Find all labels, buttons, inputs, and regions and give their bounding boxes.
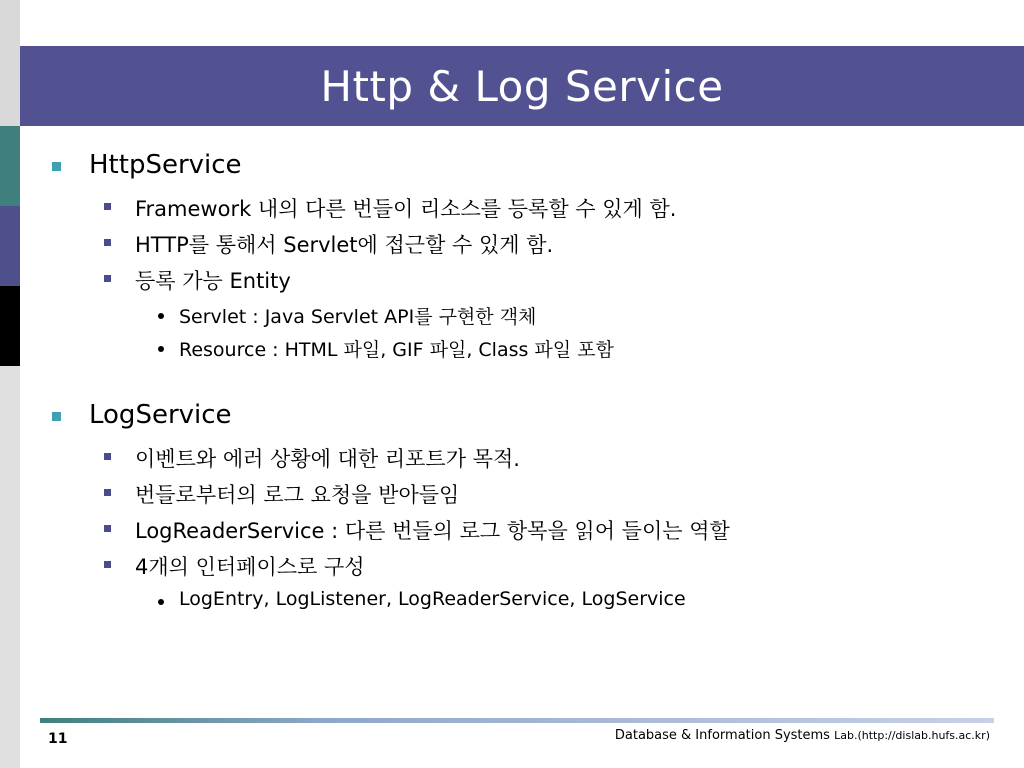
list-item: 4개의 인터페이스로 구성 [135,555,365,579]
sub-list-item: Servlet : Java Servlet API를 구현한 객체 [179,306,537,328]
bullet-square-icon [104,525,111,532]
bullet-square-icon [104,275,111,282]
list-item: 등록 가능 Entity [135,269,291,293]
bullet-square-icon [104,239,111,246]
bullet-square-icon [52,412,61,421]
list-item: Framework 내의 다른 번들이 리소스를 등록할 수 있게 함. [135,197,677,221]
bullet-square-icon [104,489,111,496]
sub-list-item: Resource : HTML 파일, GIF 파일, Class 파일 포함 [179,339,614,361]
footer-lab-url: Lab.(http://dislab.hufs.ac.kr) [834,729,990,742]
bullet-square-icon [52,162,61,171]
footer-lab [615,728,990,743]
bullet-dot-icon [158,313,164,319]
slide-title: Http & Log Service [320,61,724,111]
section-heading: LogService [89,400,232,430]
bullet-square-icon [104,561,111,568]
footer-divider [40,718,994,723]
list-item: HTTP를 통해서 Servlet에 접근할 수 있게 함. [135,233,554,257]
bullet-square-icon [104,203,111,210]
page-number: 11 [48,731,68,747]
section-heading: HttpService [89,150,242,180]
list-item: LogReaderService : 다른 번들의 로그 항목을 읽어 들이는 역할 [135,519,730,543]
bullet-dot-icon [158,346,164,352]
bullet-square-icon [104,453,111,460]
list-item: 이벤트와 에러 상황에 대한 리포트가 목적. [135,447,520,471]
sub-list-item: LogEntry, LogListener, LogReaderService, LogService [179,588,686,610]
list-item: 번들로부터의 로그 요청을 받아들임 [135,483,460,507]
bullet-dot-icon [158,599,164,605]
footer-lab-name: Database & Information Systems [614,728,830,743]
